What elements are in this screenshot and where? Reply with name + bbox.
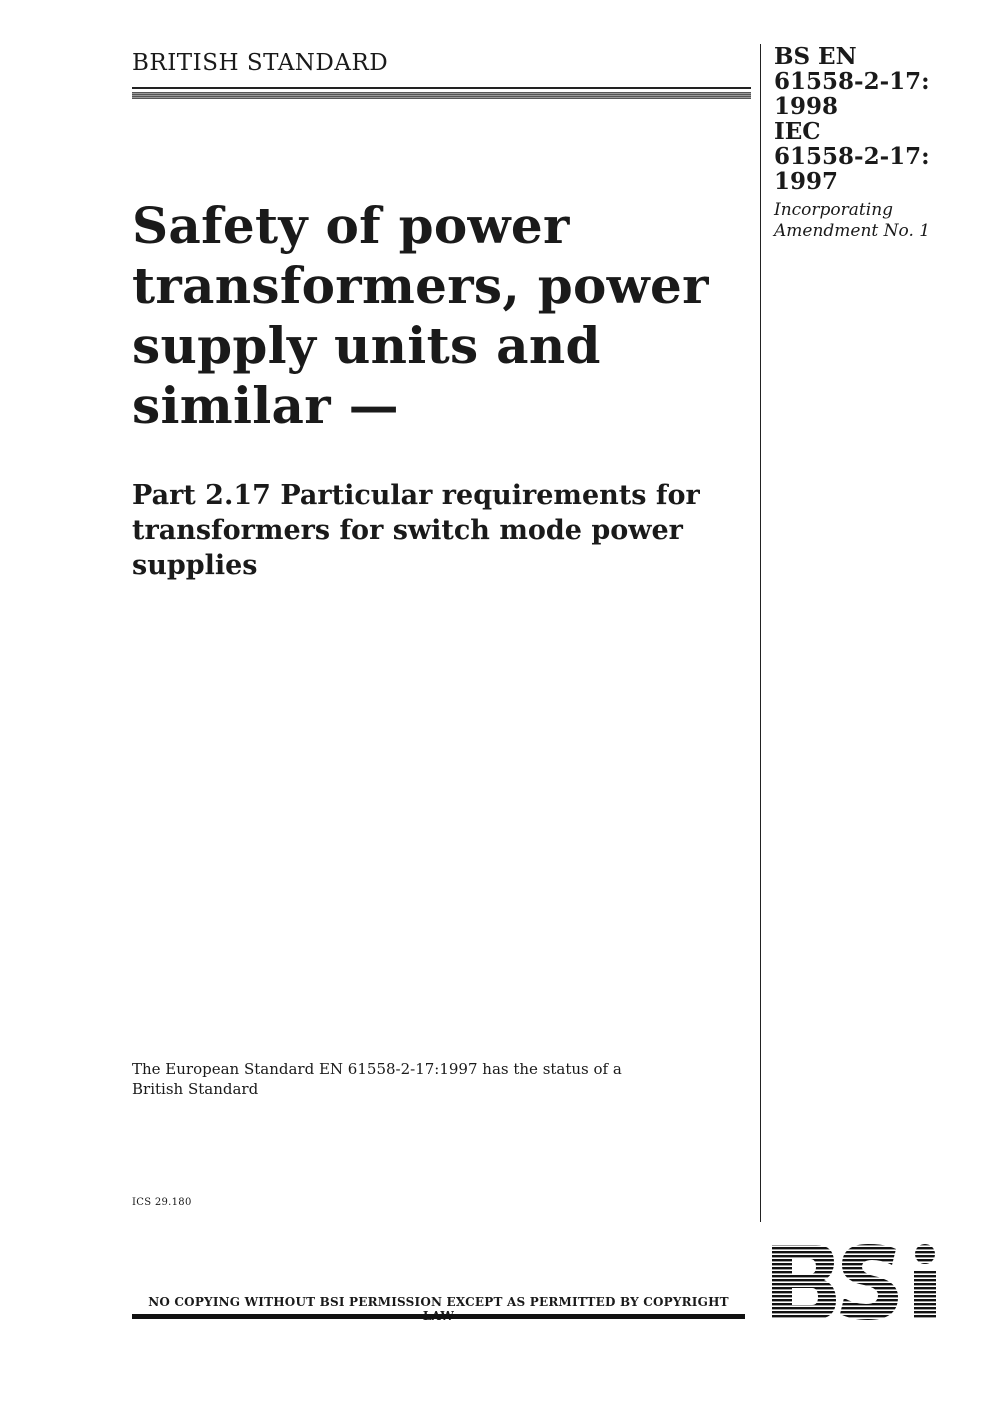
standard-number-line: 1997 [774,168,839,195]
vertical-divider [760,44,761,1222]
ics-code: ICS 29.180 [132,1197,192,1208]
header-rule-thick [132,92,751,99]
amendment-note: Amendment No. 1 [774,221,931,241]
subtitle-line: Part 2.17 Particular requirements for [132,480,700,511]
status-line: The European Standard EN 61558-2-17:1997 has the status of a [132,1060,622,1078]
standard-number-line: 1998 [774,93,839,120]
standard-number-line: 61558-2-17: [774,143,930,170]
document-title [132,196,742,436]
footer-rule [132,1314,745,1319]
standard-number-block [774,44,984,242]
title-line: Safety of power [132,196,570,255]
amendment-note: Incorporating [774,200,894,220]
standard-number-line: IEC [774,118,821,145]
header-rule-thin [132,87,751,89]
title-line: similar — [132,376,399,435]
document-subtitle [132,478,747,583]
bsi-logo-icon [768,1243,946,1321]
copyright-notice: NO COPYING WITHOUT BSI PERMISSION EXCEPT AS PERMITTED BY COPYRIGHT [148,1295,729,1309]
header-label: BRITISH STANDARD [132,50,389,76]
standard-number-line: BS EN [774,43,857,70]
status-line: British Standard [132,1080,259,1098]
standard-number-line: 61558-2-17: [774,68,930,95]
title-line: transformers, power [132,256,709,315]
title-line: supply units and [132,316,601,375]
status-statement [132,1059,732,1099]
subtitle-line: supplies [132,550,258,581]
subtitle-line: transformers for switch mode power [132,515,683,546]
